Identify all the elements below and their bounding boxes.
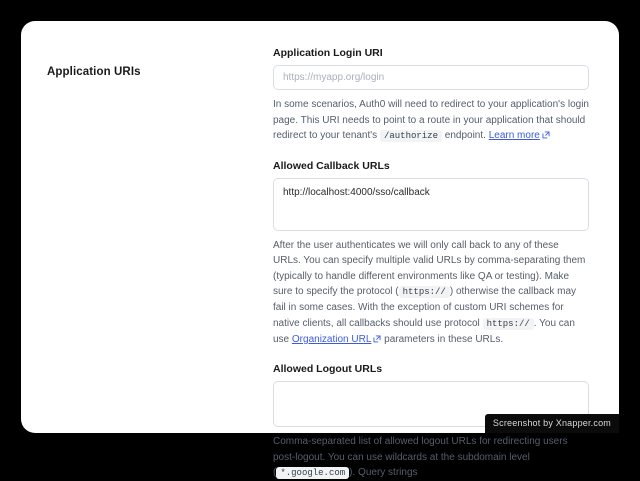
fields-column — [273, 47, 593, 479]
help-text-part2: endpoint. — [441, 130, 489, 141]
application-login-uri-input[interactable] — [273, 65, 589, 90]
watermark-badge: Screenshot by Xnapper.com — [485, 414, 619, 433]
wildcard-domain-code: *.google.com — [276, 467, 349, 479]
help-text-part1: After the user authenticates we will only call back to any of these URLs. You can specify multiple valid URLs by comma-separating them (typically to handle different environments like QA or testing). Make sure to specify the protocol ( — [273, 239, 586, 298]
application-login-uri-label: Application Login URI — [273, 47, 383, 59]
help-text-part1: Comma-separated list of allowed logout URLs for redirecting users post-logout. You can use wildcards at the subdomain level ( — [273, 436, 568, 479]
https-protocol-code-2: https:// — [483, 318, 534, 330]
field-allowed-callback-urls — [273, 160, 589, 347]
page-title: Application URIs — [47, 66, 141, 78]
field-application-login-uri — [273, 47, 589, 144]
application-login-uri-help — [273, 97, 589, 144]
allowed-logout-urls-help — [273, 434, 589, 481]
organization-url-link[interactable]: Organization URL — [291, 333, 372, 345]
section-header-column — [47, 47, 273, 433]
help-text-part2: ) otherwise the callback may fail in some cases. With the exception of custom URI schemes for native clients, all callbacks should use protocol — [273, 286, 577, 329]
help-text-part3: . You can use — [273, 317, 575, 345]
application-uris-panel — [21, 21, 619, 479]
settings-card — [21, 21, 619, 479]
help-text-part1: In some scenarios, Auth0 will need to redirect to your application's login page. This URI needs to point to a route in your application that should redirect to your tenant's — [273, 99, 589, 141]
help-text-part4: parameters in these URLs. — [381, 333, 504, 345]
learn-more-link[interactable]: Learn more — [488, 130, 540, 141]
help-text-part2: ). Query strings — [349, 467, 418, 479]
allowed-callback-urls-textarea[interactable] — [273, 178, 589, 231]
https-protocol-code-1: https:// — [399, 286, 450, 298]
external-link-icon — [542, 131, 550, 139]
authorize-endpoint-code: /authorize — [380, 130, 442, 142]
allowed-callback-urls-label: Allowed Callback URLs — [273, 159, 390, 172]
external-link-icon — [373, 335, 381, 343]
allowed-callback-urls-help — [273, 238, 589, 347]
allowed-logout-urls-label: Allowed Logout URLs — [273, 363, 383, 376]
